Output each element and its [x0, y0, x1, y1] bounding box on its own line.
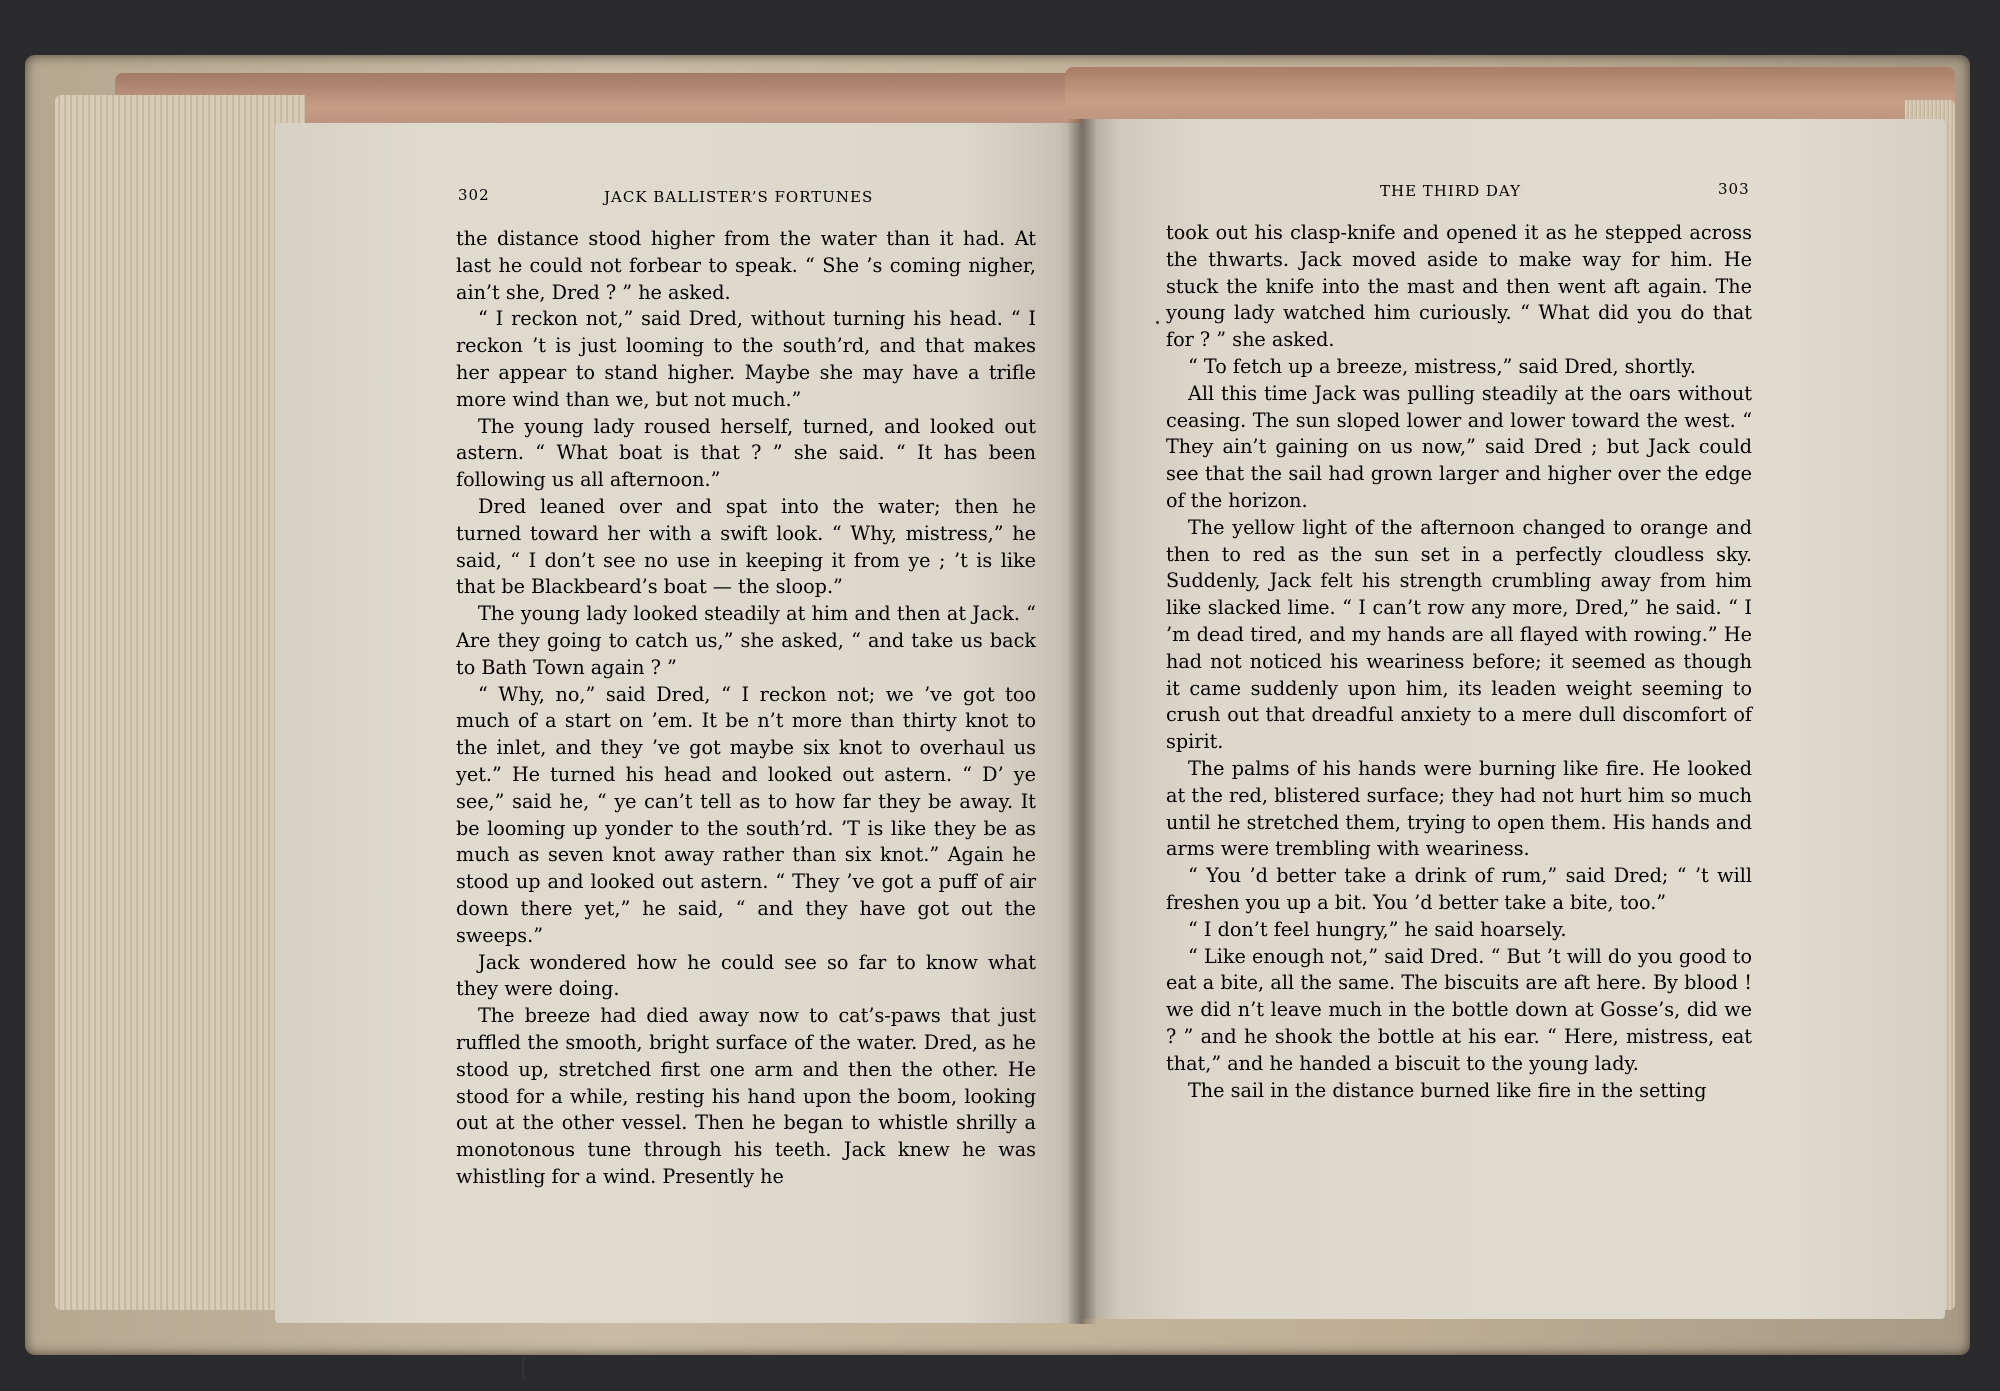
paragraph: “ You ’d better take a drink of rum,” said Dred; “ ’t will freshen you up a bit. You ’d better take a bite, too.” [1166, 864, 1752, 914]
book-gutter [1067, 119, 1097, 1324]
ink-dot [1156, 321, 1159, 324]
paragraph: The yellow light of the afternoon changed to orange and then to red as the sun set in a perfectly cloudless sky. Suddenly, Jack felt his strength crumbling away from him like slacked lime. “ I can’t row any more, Dred,” he said. “ I ’m dead tired, and my hands are all flayed with rowing.” He had not noticed his weariness before; it seemed as though it came suddenly upon him, its leaden weight seeming to crush out that dreadful anxiety to a mere dull discomfort of spirit. [1166, 515, 1752, 754]
paragraph: All this time Jack was pulling steadily at the oars without ceasing. The sun sloped lower and lower toward the west. “ They ain’t gaining on us now,” said Dred ; but Jack could see that the sail had grown larger and higher over the edge of the horizon. [1166, 381, 1752, 512]
paragraph: The young lady roused herself, turned, and looked out astern. “ What boat is that ? ” she said. “ It has been following us all afternoon.” [456, 414, 1036, 492]
paragraph: “ Like enough not,” said Dred. “ But ’t will do you good to eat a bite, all the same. The biscuits are aft here. By blood ! we did n’t leave much in the bottle down at Gosse’s, did we ? ” and he shook the bottle at his ear. “ Here, mistress, eat that,” and he handed a biscuit to the young lady. [1166, 944, 1752, 1075]
left-page-number: 302 [458, 186, 490, 204]
paragraph: Jack wondered how he could see so far to know what they were doing. [456, 950, 1036, 1001]
right-running-head: THE THIRD DAY [1380, 182, 1522, 200]
paragraph: “ I don’t feel hungry,” he said hoarsely. [1188, 917, 1567, 941]
paragraph: the distance stood higher from the water than it had. At last he could not forbear to speak. “ She ’s coming nigher, ain’t she, Dred ? ” he asked. [456, 227, 1036, 304]
paragraph: Dred leaned over and spat into the water; then he turned toward her with a swift look. “ Why, mistress,” he said, “ I don’t see no use in keeping it from ye ; ’t is like that be Blackbeard’s boat — the sloop.” [456, 494, 1036, 599]
left-running-head: JACK BALLISTER’S FORTUNES [604, 188, 874, 206]
paragraph: “ I reckon not,” said Dred, without turning his head. “ I reckon ’t is just looming to the south’rd, and that makes her appear to stand higher. Maybe she may have a trifle more wind than we, but not much.” [456, 307, 1036, 411]
left-page-text [456, 226, 1036, 1191]
paragraph: “ Why, no,” said Dred, “ I reckon not; we ’ve got too much of a start on ’em. It be n’t more than thirty knot to the inlet, and they ’ve got maybe six knot to overhaul us yet.” He turned his head and looked out astern. “ D’ ye see,” said he, “ ye can’t tell as to how far they be away. It be looming up yonder to the south’rd. ’T is like they be as much as seven knot away rather than six knot.” Again he stood up and looked out astern. “ They ’ve got a puff of air down there yet,” he said, “ and they have got out the sweeps.” [456, 682, 1036, 947]
paragraph: The breeze had died away now to cat’s-paws that just ruffled the smooth, bright surface of the water. Dred, as he stood up, stretched first one arm and then the other. He stood for a while, resting his hand upon the boom, looking out at the other vessel. Then he began to whistle shrilly a monotonous tune through his teeth. Jack knew he was whistling for a wind. Presently he [456, 1004, 1036, 1188]
paragraph: “ To fetch up a breeze, mistress,” said Dred, shortly. [1188, 354, 1696, 378]
paragraph: took out his clasp-knife and opened it as he stepped across the thwarts. Jack moved aside to make way for him. He stuck the knife into the mast and then went aft again. The young lady watched him curiously. “ What did you do that for ? ” she asked. [1166, 221, 1752, 352]
pencil-mark [522, 1357, 524, 1379]
paragraph: The young lady looked steadily at him and then at Jack. “ Are they going to catch us,” she asked, “ and take us back to Bath Town again ? ” [456, 602, 1036, 679]
page-block-fore-edge-left [55, 95, 305, 1310]
paragraph: The sail in the distance burned like fire in the setting [1188, 1078, 1707, 1102]
right-page-text [1166, 220, 1752, 1104]
right-page-number: 303 [1718, 180, 1750, 198]
paragraph: The palms of his hands were burning like fire. He looked at the red, blistered surface; they had not hurt him so much until he stretched them, trying to open them. His hands and arms were trembling with weariness. [1166, 756, 1752, 861]
